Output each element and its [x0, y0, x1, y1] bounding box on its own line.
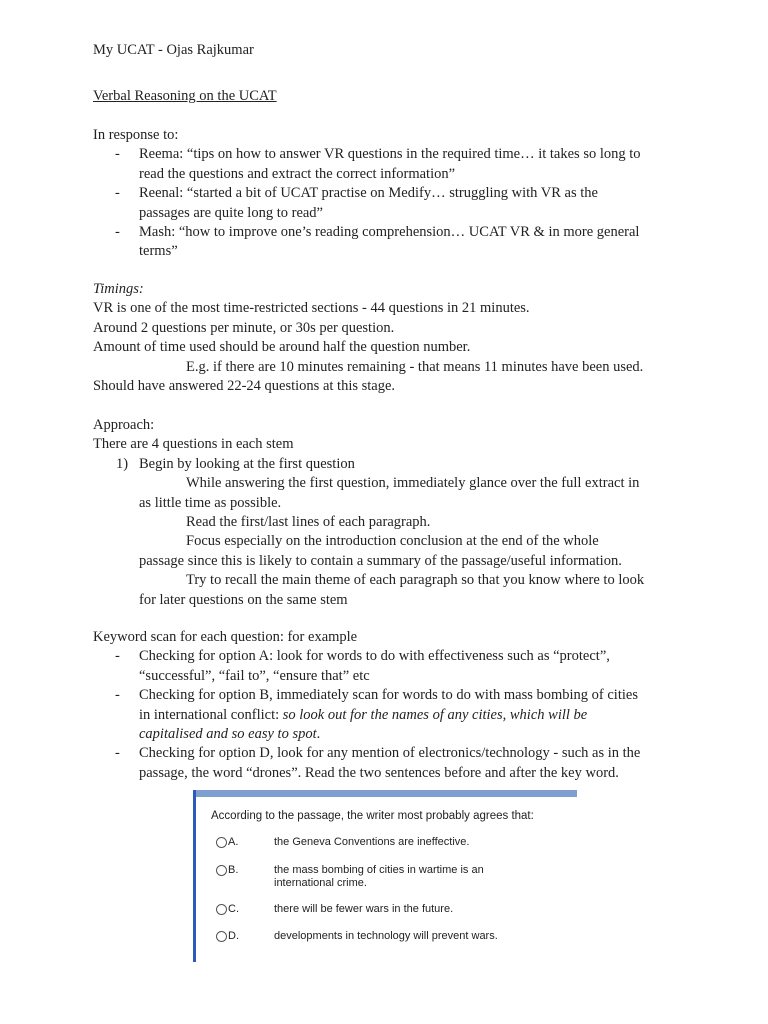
list-item: - Mash: “how to improve one’s reading comprehension… UCAT VR & in more general terms”: [115, 223, 640, 260]
list-item: - Checking for option B, immediately scan for words to do with mass bombing of cities in international conflict: so look out for the names of any cities, which will be capitalised and so easy to spot.: [115, 687, 638, 742]
list-item: - Checking for option A: look for words to do with effectiveness such as “protect”, “successful”, “fail to”, “ensure that” etc: [115, 648, 610, 684]
bullet-dash: -: [115, 223, 120, 240]
timings-section: [93, 280, 693, 396]
step-label: Begin by looking at the first question: [139, 455, 355, 472]
section-title: Verbal Reasoning on the UCAT: [93, 88, 277, 104]
question-screenshot: According to the passage, the writer most probably agrees that: A. the Geneva Conventions are ineffective. B. the mass bombing of cities in wartime is an international crime. C. there will be fewer wars in the future. D. developments in technology will prevent wars.: [193, 790, 577, 962]
bullet-dash: -: [115, 185, 120, 202]
bullet-dash: -: [115, 146, 120, 163]
approach-line: There are 4 questions in each stem: [93, 436, 294, 453]
keyword-section: [93, 628, 693, 783]
question-header-bar: [193, 790, 577, 797]
timings-heading: Timings:: [93, 281, 144, 297]
question-left-border: [193, 790, 196, 962]
list-item: - Reema: “tips on how to answer VR questions in the required time… it takes so long to read the questions and extract the correct information”: [115, 146, 641, 182]
list-item: - Reenal: “started a bit of UCAT practise on Medify… struggling with VR as the passages are quite long to read”: [115, 185, 598, 221]
response-intro: In response to:: [93, 127, 179, 143]
bullet-dash: -: [115, 745, 120, 762]
timings-example: E.g. if there are 10 minutes remaining - that means 11 minutes have been used.: [186, 358, 644, 375]
radio-button-icon[interactable]: [216, 865, 227, 876]
timings-line: Around 2 questions per minute, or 30s per question.: [93, 319, 395, 336]
list-item: - Checking for option D, look for any mention of electronics/technology - such as in the passage, the word “drones”. Read the two sentences before and after the key word.: [115, 745, 641, 781]
radio-button-icon[interactable]: [216, 904, 227, 915]
radio-button-icon[interactable]: [216, 837, 227, 848]
timings-line: Amount of time used should be around half the question number.: [93, 339, 471, 356]
step-number: 1): [116, 455, 129, 472]
bullet-dash: -: [115, 687, 120, 704]
document-title: My UCAT - Ojas Rajkumar: [93, 42, 254, 58]
list-item: [93, 455, 693, 474]
keyword-heading: Keyword scan for each question: for example: [93, 629, 358, 645]
approach-section: Approach: There are 4 questions in each stem 1) Begin by looking at the first question While answering the first question, immediately glance over the full extract in as little time as possible. Read the first/last lines of each paragraph. Focus especially on the introduction conclusion at the end of the whole passage since this is likely to contain a summary of the passage/useful information. Try to recall the main theme of each paragraph so that you know where to look for later questions on the same stem: [93, 416, 693, 610]
radio-button-icon[interactable]: [216, 931, 227, 942]
approach-heading: Approach:: [93, 417, 155, 433]
timings-line: Should have answered 22-24 questions at this stage.: [93, 377, 396, 394]
bullet-dash: -: [115, 648, 120, 665]
response-section: [93, 126, 693, 262]
question-prompt: According to the passage, the writer most probably agrees that:: [211, 810, 534, 822]
timings-line: VR is one of the most time-restricted sections - 44 questions in 21 minutes.: [93, 300, 530, 317]
